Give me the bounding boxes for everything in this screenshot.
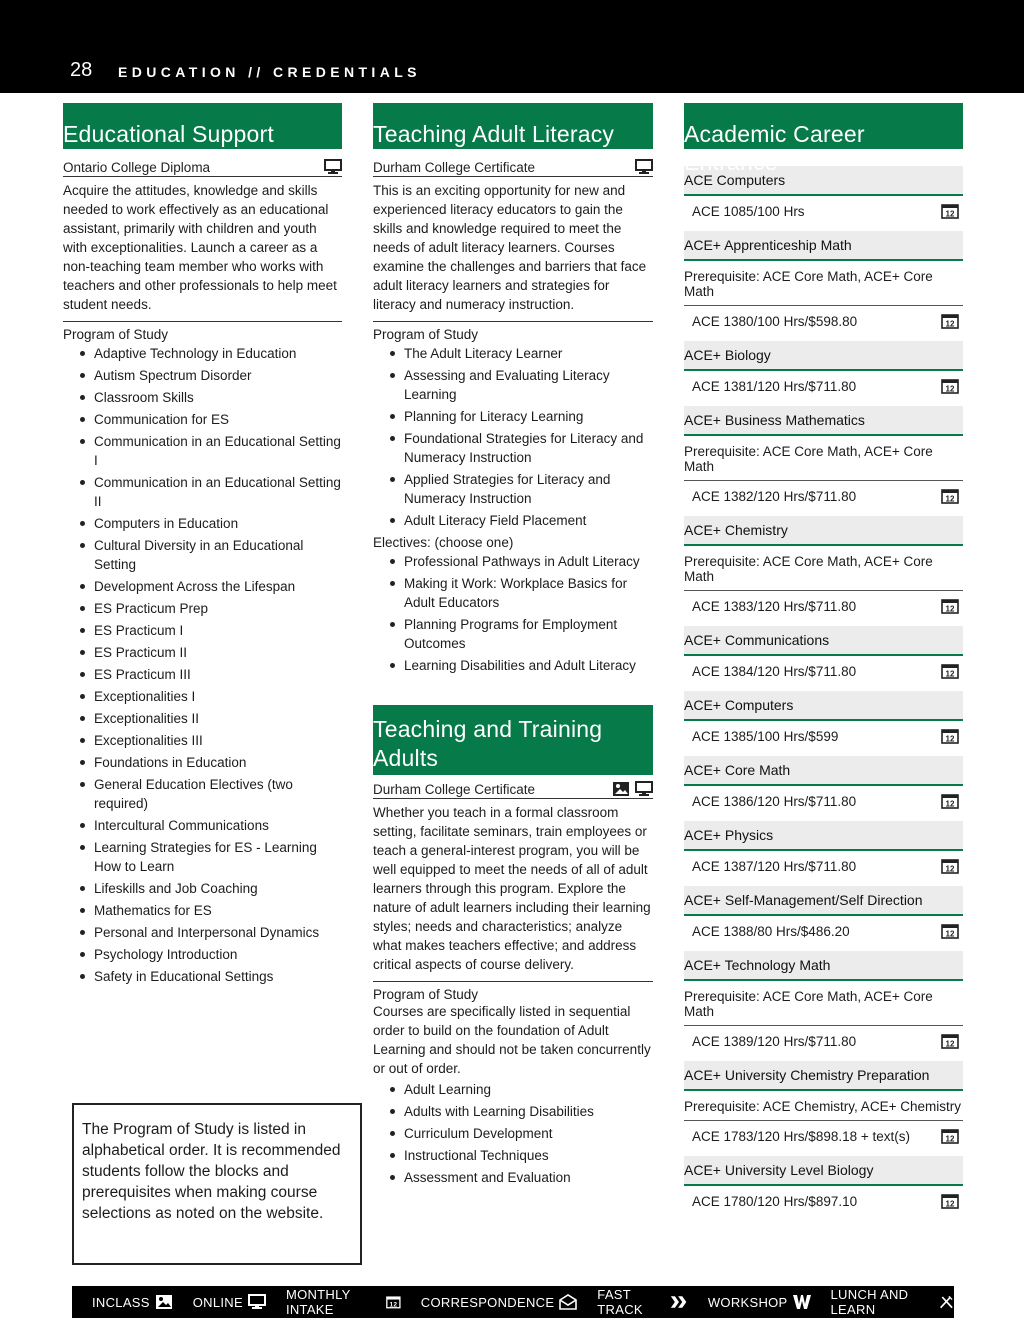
list-item: The Adult Literacy Learner bbox=[373, 344, 653, 363]
list-item: Assessing and Evaluating Literacy Learning bbox=[373, 366, 653, 404]
svg-text:12: 12 bbox=[945, 319, 955, 329]
legend-label: MONTHLY INTAKE bbox=[285, 1287, 351, 1317]
list-item: Computers in Education bbox=[63, 514, 342, 533]
ace-course-code-row bbox=[684, 481, 963, 516]
credential-type: Ontario College Diploma bbox=[63, 160, 211, 175]
list-item: Foundations in Education bbox=[63, 753, 342, 772]
ace-course-code-row bbox=[684, 1186, 963, 1221]
list-item: Foundational Strategies for Literacy and Numeracy Instruction bbox=[373, 429, 653, 467]
list-item: Intercultural Communications bbox=[63, 816, 342, 835]
legend-label: CORRESPONDENCE bbox=[420, 1294, 555, 1310]
program-title: Academic Career Entrance bbox=[684, 103, 963, 149]
ace-course-code: ACE 1383/120 Hrs/$711.80 bbox=[692, 598, 857, 614]
ace-course-name: ACE+ Chemistry bbox=[684, 516, 963, 546]
ace-course-code-row bbox=[684, 721, 963, 756]
monitor-icon bbox=[635, 159, 653, 175]
list-item: Personal and Interpersonal Dynamics bbox=[63, 923, 342, 942]
list-item: Instructional Techniques bbox=[373, 1146, 653, 1165]
course-list bbox=[373, 1080, 653, 1187]
svg-text:12: 12 bbox=[945, 209, 955, 219]
list-item: Exceptionalities III bbox=[63, 731, 342, 750]
ace-course bbox=[684, 406, 963, 516]
list-item: Applied Strategies for Literacy and Numeracy Instruction bbox=[373, 470, 653, 508]
ace-prerequisite: Prerequisite: ACE Core Math, ACE+ Core Math bbox=[684, 261, 963, 306]
legend-inclass bbox=[92, 1294, 173, 1310]
ace-course-name: ACE+ Computers bbox=[684, 691, 963, 721]
legend-fast-track bbox=[597, 1287, 688, 1317]
ace-course bbox=[684, 821, 963, 886]
svg-text:12: 12 bbox=[945, 929, 955, 939]
svg-text:12: 12 bbox=[945, 494, 955, 504]
ace-prerequisite: Prerequisite: ACE Core Math, ACE+ Core Math bbox=[684, 436, 963, 481]
ace-course-code: ACE 1381/120 Hrs/$711.80 bbox=[692, 378, 857, 394]
calendar-icon bbox=[941, 1033, 959, 1049]
calendar-icon bbox=[941, 1193, 959, 1209]
electives-heading: Electives: (choose one) bbox=[373, 535, 514, 550]
elective-list bbox=[373, 552, 653, 675]
legend-online bbox=[193, 1294, 266, 1310]
ace-course bbox=[684, 516, 963, 626]
ace-course-code-row bbox=[684, 306, 963, 341]
calendar-icon bbox=[386, 1294, 401, 1310]
fork-knife-icon bbox=[939, 1294, 954, 1310]
legend-label: ONLINE bbox=[192, 1294, 243, 1310]
teaching-training-adults-section bbox=[373, 705, 653, 1187]
ace-course-name: ACE+ University Level Biology bbox=[684, 1156, 963, 1186]
legend-label: LUNCH AND LEARN bbox=[830, 1287, 909, 1317]
calendar-icon bbox=[941, 1128, 959, 1144]
ace-course-list bbox=[684, 166, 963, 1221]
course-list bbox=[373, 344, 653, 530]
program-title: Teaching Adult Literacy bbox=[373, 103, 653, 149]
ace-course-name: ACE+ Business Mathematics bbox=[684, 406, 963, 436]
ace-course-code-row bbox=[684, 371, 963, 406]
legend-label: WORKSHOP bbox=[707, 1294, 788, 1310]
list-item: Communication in an Educational Setting II bbox=[63, 473, 342, 511]
list-item: ES Practicum II bbox=[63, 643, 342, 662]
ace-prerequisite: Prerequisite: ACE Core Math, ACE+ Core Math bbox=[684, 546, 963, 591]
program-title: Educational Support bbox=[63, 103, 342, 149]
svg-text:12: 12 bbox=[945, 1134, 955, 1144]
list-item: Exceptionalities I bbox=[63, 687, 342, 706]
list-item: Learning Disabilities and Adult Literacy bbox=[373, 656, 653, 675]
program-title: Teaching and Training Adults bbox=[373, 705, 653, 775]
ace-course-code-row bbox=[684, 1121, 963, 1156]
legend-bar bbox=[72, 1286, 954, 1318]
ace-course-code: ACE 1385/100 Hrs/$599 bbox=[692, 728, 839, 744]
envelope-icon bbox=[559, 1294, 577, 1310]
list-item: Psychology Introduction bbox=[63, 945, 342, 964]
legend-workshop bbox=[708, 1294, 811, 1310]
list-item: Exceptionalities II bbox=[63, 709, 342, 728]
ace-course-code-row bbox=[684, 786, 963, 821]
ace-course-name: ACE+ Biology bbox=[684, 341, 963, 371]
list-item: Autism Spectrum Disorder bbox=[63, 366, 342, 385]
ace-course bbox=[684, 166, 963, 231]
ace-course bbox=[684, 886, 963, 951]
monitor-icon bbox=[248, 1294, 266, 1310]
calendar-icon bbox=[941, 793, 959, 809]
ace-course-code-row bbox=[684, 591, 963, 626]
program-of-study-heading: Program of Study bbox=[373, 987, 479, 1002]
legend-correspondence bbox=[421, 1294, 578, 1310]
calendar-icon bbox=[941, 858, 959, 874]
ace-prerequisite: Prerequisite: ACE Chemistry, ACE+ Chemistry bbox=[684, 1091, 963, 1121]
course-list bbox=[63, 344, 342, 986]
educational-support-section bbox=[63, 103, 342, 989]
ace-course-code: ACE 1382/120 Hrs/$711.80 bbox=[692, 488, 857, 504]
list-item: Adaptive Technology in Education bbox=[63, 344, 342, 363]
legend-lunch-and-learn bbox=[831, 1287, 954, 1317]
credential-line bbox=[63, 149, 342, 177]
svg-text:12: 12 bbox=[389, 1301, 398, 1309]
list-item: Curriculum Development bbox=[373, 1124, 653, 1143]
calendar-icon bbox=[941, 728, 959, 744]
calendar-icon bbox=[941, 378, 959, 394]
ace-course bbox=[684, 951, 963, 1061]
ace-course-code: ACE 1380/100 Hrs/$598.80 bbox=[692, 313, 858, 329]
ace-course bbox=[684, 1061, 963, 1156]
academic-career-entrance-section bbox=[684, 103, 963, 1221]
ace-course bbox=[684, 691, 963, 756]
ace-prerequisite: Prerequisite: ACE Core Math, ACE+ Core Math bbox=[684, 981, 963, 1026]
credential-type: Durham College Certificate bbox=[373, 782, 536, 797]
monitor-icon bbox=[324, 159, 342, 175]
list-item: Adult Learning bbox=[373, 1080, 653, 1099]
ace-course-name: ACE Computers bbox=[684, 166, 963, 196]
ace-course bbox=[684, 756, 963, 821]
ace-course-code: ACE 1389/120 Hrs/$711.80 bbox=[692, 1033, 857, 1049]
double-chevron-icon bbox=[670, 1294, 688, 1310]
calendar-icon bbox=[941, 663, 959, 679]
credential-type: Durham College Certificate bbox=[373, 160, 536, 175]
ace-course-code-row bbox=[684, 196, 963, 231]
list-item: Adults with Learning Disabilities bbox=[373, 1102, 653, 1121]
ace-course bbox=[684, 231, 963, 341]
ace-course-code-row bbox=[684, 1026, 963, 1061]
list-item: ES Practicum III bbox=[63, 665, 342, 684]
ace-course-code: ACE 1388/80 Hrs/$486.20 bbox=[692, 923, 850, 939]
list-item: Mathematics for ES bbox=[63, 901, 342, 920]
calendar-icon bbox=[941, 923, 959, 939]
monitor-icon bbox=[635, 781, 653, 797]
ace-course-code-row bbox=[684, 851, 963, 886]
section-label: EDUCATION // CREDENTIALS bbox=[118, 64, 421, 80]
program-description: Whether you teach in a formal classroom setting, facilitate seminars, train employees or teach a general-interest program, you will be well equipped to meet the needs of all of adult learners through this program. Explore the nature of adult learners including their learning styles; needs and characteristics; analyze what makes teachers effective; and address critical aspects of course delivery. bbox=[373, 803, 653, 982]
ace-course-name: ACE+ Core Math bbox=[684, 756, 963, 786]
program-of-study-heading: Program of Study bbox=[373, 327, 479, 342]
ace-course-code: ACE 1384/120 Hrs/$711.80 bbox=[692, 663, 857, 679]
list-item: Lifeskills and Job Coaching bbox=[63, 879, 342, 898]
program-description: This is an exciting opportunity for new and experienced literacy educators to gain the skills and knowledge required to meet the needs of adult literacy learners. Courses examine the challenges and barriers that face adult literacy learners and strategies for literacy and numeracy instruction. bbox=[373, 181, 653, 322]
ace-course bbox=[684, 1156, 963, 1221]
ace-course-name: ACE+ Technology Math bbox=[684, 951, 963, 981]
legend-label: INCLASS bbox=[92, 1294, 150, 1310]
inclass-icon bbox=[155, 1294, 173, 1310]
calendar-icon bbox=[941, 313, 959, 329]
program-note: Courses are specifically listed in sequential order to build on the foundation of Adult Learning and should not be taken concurrently or out of order. bbox=[373, 1004, 651, 1076]
list-item: Making it Work: Workplace Basics for Adult Educators bbox=[373, 574, 653, 612]
ace-course-code: ACE 1780/120 Hrs/$897.10 bbox=[692, 1193, 858, 1209]
page-number: 28 bbox=[70, 59, 93, 81]
list-item: Professional Pathways in Adult Literacy bbox=[373, 552, 653, 571]
calendar-icon bbox=[941, 598, 959, 614]
list-item: ES Practicum I bbox=[63, 621, 342, 640]
program-of-study-heading: Program of Study bbox=[63, 327, 169, 342]
ace-course-name: ACE+ Physics bbox=[684, 821, 963, 851]
legend-monthly-intake bbox=[286, 1287, 401, 1317]
svg-text:12: 12 bbox=[945, 604, 955, 614]
ace-course bbox=[684, 341, 963, 406]
ace-course-code: ACE 1387/120 Hrs/$711.80 bbox=[692, 858, 857, 874]
list-item: Adult Literacy Field Placement bbox=[373, 511, 653, 530]
svg-text:12: 12 bbox=[945, 1039, 955, 1049]
list-item: Communication in an Educational Setting I bbox=[63, 432, 342, 470]
credential-line bbox=[373, 775, 653, 799]
svg-text:12: 12 bbox=[945, 734, 955, 744]
ace-course-code-row bbox=[684, 656, 963, 691]
ace-course-name: ACE+ Self-Management/Self Direction bbox=[684, 886, 963, 916]
svg-text:12: 12 bbox=[945, 864, 955, 874]
legend-label: FAST TRACK bbox=[597, 1287, 643, 1317]
svg-text:12: 12 bbox=[945, 799, 955, 809]
ace-course-name: ACE+ Apprenticeship Math bbox=[684, 231, 963, 261]
list-item: Development Across the Lifespan bbox=[63, 577, 342, 596]
list-item: Safety in Educational Settings bbox=[63, 967, 342, 986]
ace-course-code: ACE 1783/120 Hrs/$898.18 + text(s) bbox=[692, 1128, 910, 1144]
list-item: Planning Programs for Employment Outcomes bbox=[373, 615, 653, 653]
calendar-icon bbox=[941, 203, 959, 219]
list-item: ES Practicum Prep bbox=[63, 599, 342, 618]
teaching-adult-literacy-section bbox=[373, 103, 653, 1190]
ace-course-name: ACE+ University Chemistry Preparation bbox=[684, 1061, 963, 1091]
ace-course-code-row bbox=[684, 916, 963, 951]
calendar-icon bbox=[941, 488, 959, 504]
list-item: Learning Strategies for ES - Learning How to Learn bbox=[63, 838, 342, 876]
ace-course-code: ACE 1386/120 Hrs/$711.80 bbox=[692, 793, 857, 809]
list-item: Communication for ES bbox=[63, 410, 342, 429]
list-item: Assessment and Evaluation bbox=[373, 1168, 653, 1187]
svg-text:12: 12 bbox=[945, 1199, 955, 1209]
ace-course bbox=[684, 626, 963, 691]
inclass-icon bbox=[612, 781, 630, 797]
program-description: Acquire the attitudes, knowledge and skills needed to work effectively as an educational assistant, primarily with children and youth with exceptionalities. Launch a career as a non-teaching team member who works with teachers and other professionals to help meet student needs. bbox=[63, 181, 342, 322]
note-box: The Program of Study is listed in alphabetical order. It is recommended students follow the blocks and prerequisites when making course selections as noted on the website. bbox=[72, 1103, 362, 1265]
list-item: Classroom Skills bbox=[63, 388, 342, 407]
svg-text:12: 12 bbox=[945, 384, 955, 394]
ace-course-code: ACE 1085/100 Hrs bbox=[692, 203, 805, 219]
list-item: Cultural Diversity in an Educational Setting bbox=[63, 536, 342, 574]
ace-course-name: ACE+ Communications bbox=[684, 626, 963, 656]
workshop-w-icon bbox=[793, 1294, 811, 1310]
svg-text:12: 12 bbox=[945, 669, 955, 679]
page-header bbox=[0, 0, 1024, 93]
list-item: General Education Electives (two required) bbox=[63, 775, 342, 813]
list-item: Planning for Literacy Learning bbox=[373, 407, 653, 426]
credential-line bbox=[373, 149, 653, 177]
